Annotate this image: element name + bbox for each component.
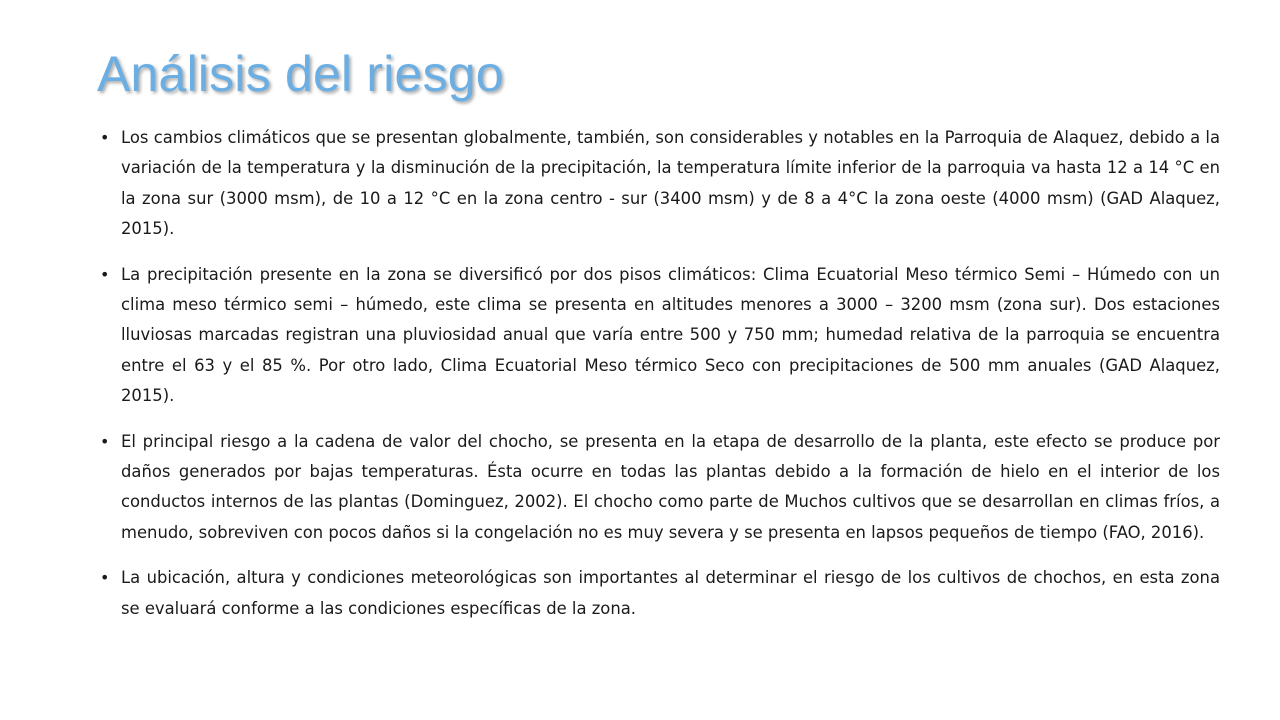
bullet-item-location (100, 563, 1220, 624)
bullet-dot-icon: • (100, 431, 110, 451)
bullet-dot-icon: • (100, 264, 110, 284)
bullet-text: La precipitación presente en la zona se diversificó por dos pisos climáticos: Clima Ecuatorial Meso térmico Semi – Húmedo con un clima meso térmico semi – húmedo, este clima se presenta en altitudes menores a 3000 – 3200 msm (zona sur). Dos estaciones lluviosas marcadas registran una pluviosidad anual que varía entre 500 y 750 mm; humedad relativa de la parroquia se encuentra entre el 63 y el 85 %. Por otro lado, Clima Ecuatorial Meso térmico Seco con precipitaciones de 500 mm anuales (GAD Alaquez, 2015). (121, 264, 1220, 406)
bullet-item-climate-change (100, 123, 1220, 245)
bullet-dot-icon: • (100, 128, 110, 147)
bullet-item-main-risk (100, 427, 1220, 549)
bullet-text: El principal riesgo a la cadena de valor del chocho, se presenta en la etapa de desarrollo de la planta, este efecto se produce por daños generados por bajas temperaturas. Ésta ocurre en todas las plantas debido a la formación de hielo en el interior de los conductos internos de las plantas (Dominguez, 2002). El chocho como parte de Muchos cultivos que se desarrollan en climas fríos, a menudo, sobreviven con pocos daños si la congelación no es muy severa y se presenta en lapsos pequeños de tiempo (FAO, 2016). (121, 431, 1220, 542)
bullet-dot-icon: • (100, 568, 110, 588)
bullet-item-precipitation (100, 260, 1220, 412)
slide-title: Análisis del riesgo (97, 46, 504, 102)
bullet-text: Los cambios climáticos que se presentan globalmente, también, son considerables y notables en la Parroquia de Alaquez, debido a la variación de la temperatura y la disminución de la precipitación, la temperatura límite inferior de la parroquia va hasta 12 a 14 °C en la zona sur (3000 msm), de 10 a 12 °C en la zona centro - sur (3400 msm) y de 8 a 4°C la zona oeste (4000 msm) (GAD Alaquez, 2015). (121, 128, 1220, 239)
bullet-list (100, 123, 1220, 639)
bullet-text: La ubicación, altura y condiciones meteorológicas son importantes al determinar el riesgo de los cultivos de chochos, en esta zona se evaluará conforme a las condiciones específicas de la zona. (121, 568, 1220, 618)
